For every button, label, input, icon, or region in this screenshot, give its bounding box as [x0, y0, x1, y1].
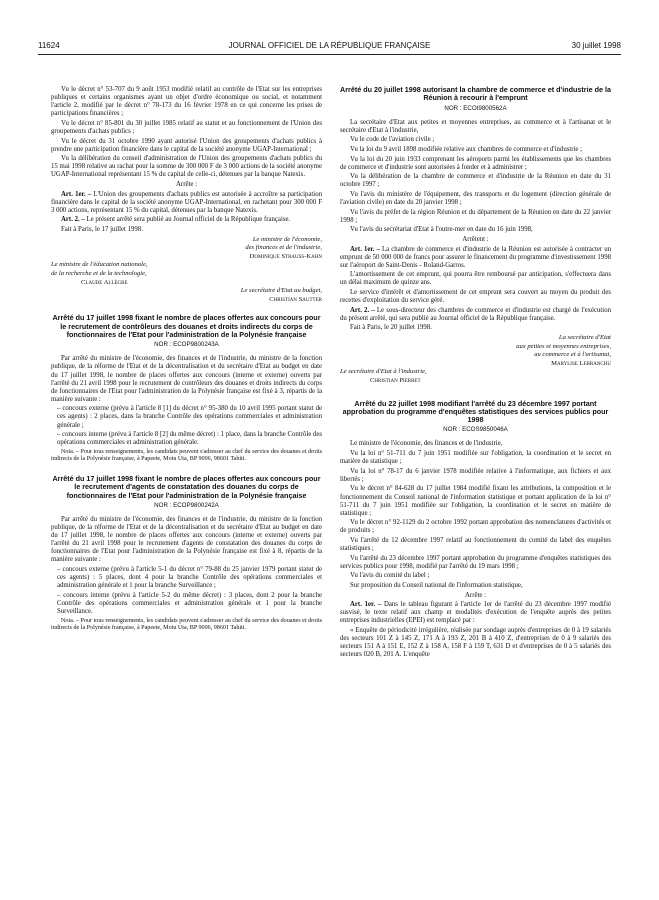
- arrete-heading: Arrête :: [176, 181, 197, 189]
- list-item: – concours externe (prévu à l'article 8 [1] du décret n° 95-380 du 10 avril 1995 portant statut de ces agents) : 2 places, dans la branche Contrôle des opérations commerciales et administration générale ;: [57, 405, 322, 429]
- visa-paragraph: Vu l'avis du préfet de la région Réunion et du département de la Réunion en date du 22 janvier 1998 ;: [340, 208, 611, 224]
- visa-paragraph: Le ministre de l'économie, des finances et de l'industrie,: [350, 440, 503, 448]
- list-item: – concours interne (prévu à l'article 8 [2] du même décret) : 1 place, dans la branche Contrôle des opérations commerciales et administration générale.: [57, 431, 322, 447]
- arrete-heading: Arrête :: [465, 591, 486, 599]
- done-at: Fait à Paris, le 17 juillet 1998.: [61, 226, 143, 233]
- visa-paragraph: Vu l'avis du secrétariat d'Etat à l'outre-mer en date du 16 juin 1998,: [350, 226, 533, 234]
- signature-title: Le secrétaire d'Etat au budget,: [240, 287, 322, 295]
- journal-title: JOURNAL OFFICIEL DE LA RÉPUBLIQUE FRANÇAISE: [228, 41, 431, 50]
- decree-body: Par arrêté du ministre de l'économie, des finances et de l'industrie, du ministre de la fonction publique, de la réforme de l'Etat et de la décentralisation et du secrétaire d'Etat au budget en date du 17 juillet 1998, le nombre de places offertes aux concours (interne et externe) ouverts par l'arrêté du 21 avril 1998 pour le recrutement de contrôleurs des douanes et droits indirects du corps de fonctionnaires de l'Etat pour l'administration de la Polynésie française est fixé à 3, répartis de la manière suivante :: [51, 355, 322, 403]
- article-1: [51, 191, 322, 215]
- article-1: [340, 246, 611, 270]
- signature-name: Claude Allègre: [81, 278, 128, 286]
- signature-title: Le ministre de l'économie,: [252, 235, 322, 243]
- visa-paragraph: Vu le décret n° 53-707 du 9 août 1953 modifié relatif au contrôle de l'Etat sur les entreprises publiques et certains organismes ayant un objet d'ordre économique ou social, et notamment l'article 2, modifié par le décret n° 78-173 du 16 février 1978 en ce qui concerne les prises de participations financières ;: [51, 86, 322, 118]
- visa-paragraph: Vu la loi du 9 avril 1898 modifiée relative aux chambres de commerce et d'industrie ;: [350, 145, 583, 153]
- article-text: La chambre de commerce et d'industrie de la Réunion est autorisée à contracter un emprunt de 50 000 000 de francs pour assurer le financement du programme d'investissement 1998 sur l'aéroport de Saint-Denis - Roland-Garros.: [340, 245, 611, 269]
- visa-paragraph: Vu l'arrêté du 12 décembre 1997 relatif au fonctionnement du comité du label des enquêtes statistiques ;: [340, 537, 611, 553]
- list-item: – concours interne (prévu à l'article 5-2 du même décret) : 3 places, dont 2 pour la branche Contrôle des opérations commerciales et administration générale et 1 pour la branche Surveillance.: [57, 591, 322, 615]
- article-label: Art. 2. –: [61, 216, 85, 224]
- visa-paragraph: La secrétaire d'Etat aux petites et moyennes entreprises, au commerce et à l'artisanat et le secrétaire d'Etat à l'industrie,: [340, 118, 611, 134]
- nota: Nota. – Pour tous renseignements, les candidats peuvent s'adresser au chef du service des douanes et droits indirects de la Polynésie française, à Papeete, Motu Uta, BP 9006, 98601 Tahiti.: [51, 448, 322, 463]
- decree-title: Arrêté du 17 juillet 1998 fixant le nombre de places offertes aux concours pour le recrutement d'agents de constatation des douanes du corps de fonctionnaires de l'Etat pour l'administration de la Polynésie française: [52, 473, 321, 500]
- visa-paragraph: Vu la délibération du conseil d'administration de l'Union des groupements d'achats publics du 15 mai 1998 relative au rachat pour la somme de 300 000 F de 3 000 actions de la société anonyme UGAP-International représentant 15 % du capital de celle-ci, détenues par la banque Natexis.: [51, 155, 322, 179]
- visa-paragraph: Vu l'arrêté du 23 décembre 1997 portant approbation du programme d'enquêtes statistiques des services publics pour 1998, modifié par l'arrêté du 19 mars 1998 ;: [340, 554, 611, 570]
- article-1: [340, 601, 611, 625]
- nor-reference: NOR : ECOP9800242A: [154, 501, 219, 509]
- article-text: L'Union des groupements d'achats publics est autorisée à accroître sa participation financière dans le capital de la société anonyme UGAP-International, en rachetant pour 300 000 F 3 000 actions, représentant 15 % du capital, détenues par la banque Natexis.: [51, 190, 322, 214]
- signature-title: Le secrétaire d'Etat à l'industrie,: [340, 368, 427, 376]
- places-list: [51, 405, 322, 447]
- signature-name: Dominique Strauss-Kahn: [249, 252, 322, 260]
- visa-paragraph: Vu le code de l'aviation civile ;: [350, 136, 435, 144]
- page-header: [38, 40, 621, 55]
- decree-title: Arrêté du 20 juillet 1998 autorisant la chambre de commerce et d'industrie de la Réunion à recourir à l'emprunt: [340, 86, 611, 103]
- left-column: [51, 86, 322, 892]
- done-at: Fait à Paris, le 20 juillet 1998.: [350, 324, 432, 332]
- article-label: Art. 1er. –: [350, 245, 380, 253]
- right-column: [340, 86, 611, 892]
- article-text: Le sous-directeur des chambres de commerce et d'industrie est chargé de l'exécution du présent arrêté, qui sera publié au Journal officiel de la République française.: [340, 306, 611, 322]
- visa-paragraph: Vu le décret n° 92-1129 du 2 octobre 1992 portant approbation des nomenclatures d'activités et de produits ;: [340, 519, 611, 535]
- visa-paragraph: Vu l'avis du ministère de l'équipement, des transports et du logement (direction générale de l'aviation civile) en date du 20 janvier 1998 ;: [340, 190, 611, 207]
- issue-date: 30 juillet 1998: [571, 41, 621, 50]
- article-label: Art. 2. –: [350, 306, 375, 314]
- visa-paragraph: Vu le décret du 31 octobre 1990 ayant autorisé l'Union des groupements d'achats publics à prendre une participation financière dans le capital de la société anonyme UGAP-International ;: [51, 137, 322, 153]
- arrete-heading: Arrêtent :: [462, 235, 489, 243]
- visa-paragraph: Vu la délibération de la chambre de commerce et d'industrie de la Réunion en date du 31 octobre 1997 ;: [340, 173, 611, 189]
- article-2: [340, 307, 611, 323]
- decree-title: Arrêté du 22 juillet 1998 modifiant l'arrêté du 23 décembre 1997 portant approbation du programme d'enquêtes statistiques des services publics pour 1998: [342, 398, 609, 425]
- signature-name: Christian Sautter: [269, 295, 322, 303]
- signature-title: La secrétaire d'Etat: [558, 333, 611, 341]
- visa-paragraph: Vu la loi n° 51-711 du 7 juin 1951 modifiée sur l'obligation, la coordination et le secret en matière de statistique ;: [340, 450, 611, 466]
- signature-title: aux petites et moyennes entreprises,: [516, 342, 611, 350]
- signature-name: Marylise Lebranchu: [551, 359, 611, 367]
- decree-title: Arrêté du 17 juillet 1998 fixant le nombre de places offertes aux concours pour le recrutement de contrôleurs des douanes et droits indirects du corps de fonctionnaires de l'Etat pour l'administration de la Polynésie française: [52, 313, 321, 339]
- article-paragraph: L'amortissement de cet emprunt, qui pourra être remboursé par anticipation, s'effectuera dans un délai maximum de quinze ans.: [340, 271, 611, 287]
- visa-paragraph: Vu le décret n° 85-801 du 30 juillet 1985 relatif au statut et au fonctionnement de l'Union des groupements d'achats publics ;: [51, 119, 322, 135]
- article-2: [51, 216, 322, 224]
- list-item: – concours externe (prévu à l'article 5-1 du décret n° 79-88 du 25 janvier 1979 portant statut de ces agents) : 5 places, dont 4 pour la branche Contrôle des opérations commerciales et administration générale et 1 pour la branche Surveillance ;: [57, 566, 322, 590]
- nor-reference: NOR : ECOI9800562A: [444, 104, 507, 112]
- article-text: Dans le tableau figurant à l'article 1er de l'arrêté du 23 décembre 1997 modifié susvisé, le texte relatif aux champ et modalités d'exécution de l'enquête auprès des petites entreprises industrielles (EPEI) est remplacé par :: [340, 601, 611, 625]
- nor-reference: NOR : ECOP9800243A: [154, 341, 219, 349]
- signature-name: Christian Pierret: [370, 376, 421, 384]
- article-label: Art. 1er. –: [350, 601, 382, 609]
- signature-title: Le ministre de l'éducation nationale,: [51, 261, 148, 269]
- nota: Nota. – Pour tous renseignements, les candidats peuvent s'adresser au chef du service des douanes et droits indirects de la Polynésie française, à Papeete, Motu Uta, BP 9006, 98601 Tahiti.: [51, 617, 322, 631]
- signature-title: au commerce et à l'artisanat,: [534, 351, 611, 359]
- visa-paragraph: Vu la loi n° 78-17 du 6 janvier 1978 modifiée relative à l'informatique, aux fichiers et aux libertés ;: [340, 467, 611, 483]
- article-label: Art. 1er. –: [61, 190, 92, 198]
- page-number: 11624: [38, 41, 60, 50]
- nor-reference: NOR : ECOS9850046A: [443, 426, 508, 434]
- signature-title: des finances et de l'industrie,: [245, 244, 322, 252]
- signature-title: de la recherche et de la technologie,: [51, 269, 147, 277]
- decree-body: Par arrêté du ministre de l'économie, des finances et de l'industrie, du ministre de la fonction publique, de la réforme de l'Etat et de la décentralisation et du secrétaire d'Etat au budget en date du 17 juillet 1998, le nombre de places offertes aux concours (interne et externe) ouverts par l'arrêté du 21 avril 1998 pour le recrutement d'agents de constatation des douanes du corps de fonctionnaires de l'Etat pour l'administration de la Polynésie française est fixé à 8, répartis de la manière suivante :: [51, 515, 322, 564]
- article-paragraph: Le service d'intérêt et d'amortissement de cet emprunt sera couvert au moyen du produit des recettes d'exploitation du service géré.: [340, 288, 611, 305]
- quoted-text: « Enquête de périodicité irrégulière, réalisée par sondage auprès d'entreprises de 0 à 19 salariés des secteurs 101 Z à 145 Z, 171 A à 193 Z, 201 B à 410 Z, d'entreprises de 0 à 9 salariés des secteurs 151 A à 151 E, 152 Z à 158 A, 158 F à 159 T, 631 D et d'entreprises de 0 à 5 salariés des secteurs 020 B, 201 A. L'enquête: [340, 626, 611, 659]
- visa-paragraph: Vu le décret n° 84-628 du 17 juillet 1984 modifié fixant les attributions, la composition et le fonctionnement du Conseil national de l'information statistique et portant application de la loi n° 51-711 du 7 juin 1951 modifiée sur l'obligation, la coordination et le secret en matière de statistique ;: [340, 485, 611, 517]
- visa-paragraph: Sur proposition du Conseil national de l'information statistique,: [350, 581, 523, 589]
- places-list: [51, 566, 322, 616]
- article-text: Le présent arrêté sera publié au Journal officiel de la République française.: [86, 216, 291, 224]
- visa-paragraph: Vu la loi du 20 juin 1933 comprenant les aéroports parmi les établissements que les chambres de commerce et d'industrie sont autorisées à fonder et à administrer ;: [340, 155, 611, 171]
- visa-paragraph: Vu l'avis du comité du label ;: [350, 572, 430, 580]
